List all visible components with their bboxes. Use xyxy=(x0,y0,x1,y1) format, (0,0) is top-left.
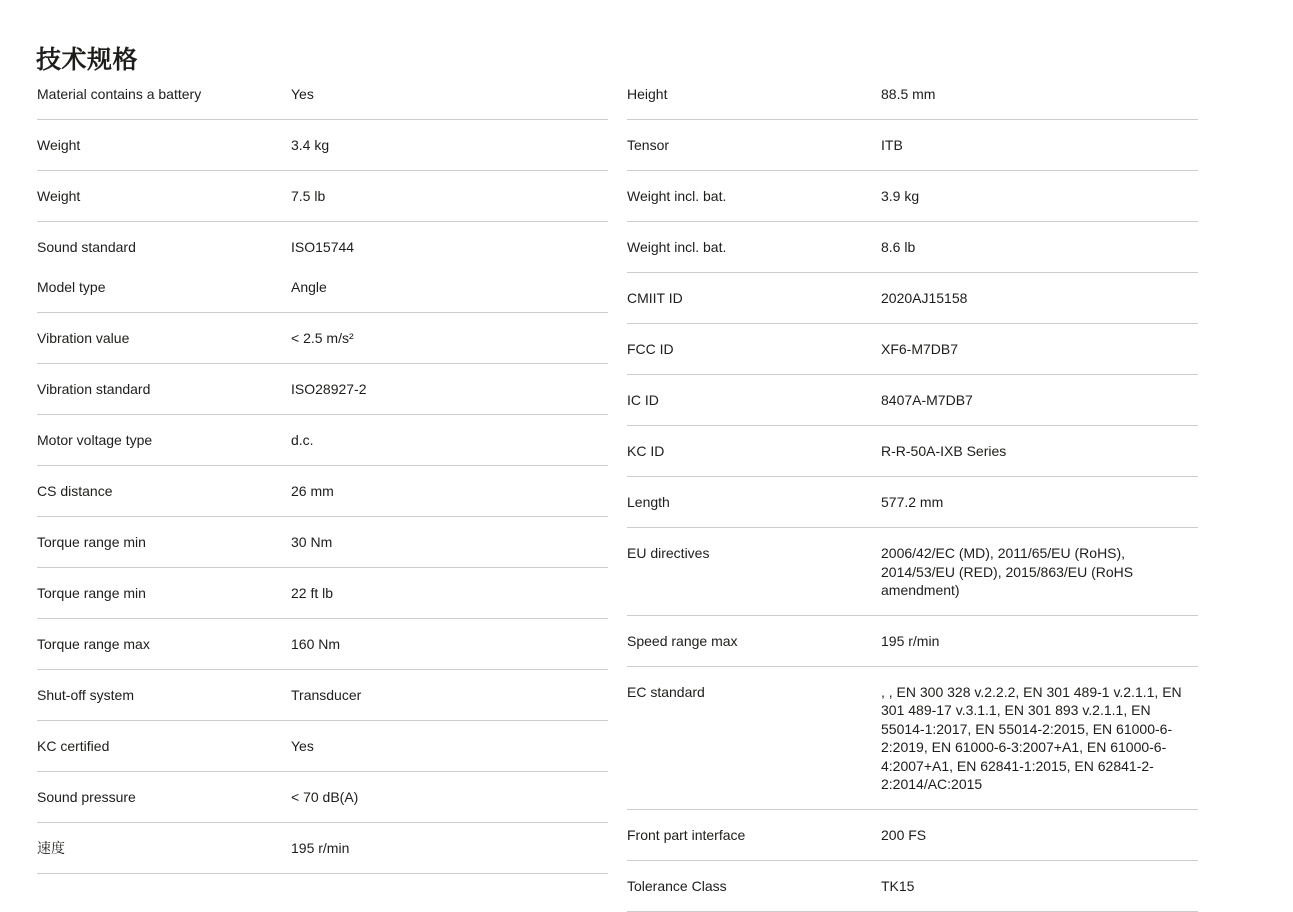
spec-row xyxy=(37,120,608,171)
spec-label: Material contains a battery xyxy=(37,86,202,102)
spec-row xyxy=(37,517,608,568)
spec-table-left xyxy=(37,69,608,874)
spec-row xyxy=(37,619,608,670)
spec-value: 8407A-M7DB7 xyxy=(881,392,973,408)
spec-row xyxy=(37,670,608,721)
spec-value: 2006/42/EC (MD), 2011/65/EU (RoHS), 2014/53/EU (RED), 2015/863/EU (RoHS amendment) xyxy=(881,545,1134,598)
spec-value: 577.2 mm xyxy=(881,494,944,510)
spec-label: Torque range max xyxy=(37,636,150,652)
spec-label: Torque range min xyxy=(37,534,146,550)
spec-value: 195 r/min xyxy=(881,632,940,649)
spec-label: Length xyxy=(627,494,670,510)
spec-value: 200 FS xyxy=(881,826,927,843)
spec-row xyxy=(627,861,1198,912)
spec-row xyxy=(37,772,608,823)
spec-label: Height xyxy=(627,86,668,102)
spec-label: Tolerance Class xyxy=(627,877,727,894)
spec-label: Sound standard xyxy=(37,239,136,255)
spec-value: ISO28927-2 xyxy=(291,381,367,397)
spec-row xyxy=(37,364,608,415)
spec-value: < 70 dB(A) xyxy=(291,789,359,805)
spec-row xyxy=(37,721,608,772)
spec-label: IC ID xyxy=(627,392,659,408)
spec-row xyxy=(627,616,1198,667)
spec-label: Vibration standard xyxy=(37,381,151,397)
spec-row xyxy=(37,415,608,466)
spec-label: Weight xyxy=(37,137,81,153)
spec-label: KC certified xyxy=(37,738,110,754)
spec-value: 160 Nm xyxy=(291,636,341,652)
spec-value: XF6-M7DB7 xyxy=(881,341,959,357)
spec-value: Transducer xyxy=(291,687,362,703)
spec-row xyxy=(627,528,1198,616)
page-title: 技术规格 xyxy=(36,45,139,74)
spec-label: EC standard xyxy=(627,683,705,700)
spec-value: d.c. xyxy=(291,432,314,448)
spec-label: Weight xyxy=(37,188,81,204)
spec-row xyxy=(627,120,1198,171)
spec-row xyxy=(37,69,608,120)
spec-row xyxy=(627,667,1198,810)
spec-row xyxy=(627,69,1198,120)
spec-row xyxy=(627,810,1198,861)
spec-value: < 2.5 m/s² xyxy=(291,330,354,346)
spec-label: Speed range max xyxy=(627,632,738,649)
spec-value: 88.5 mm xyxy=(881,86,936,102)
spec-label: EU directives xyxy=(627,545,710,561)
spec-label: Shut-off system xyxy=(37,687,135,703)
spec-row xyxy=(627,477,1198,528)
spec-value: Yes xyxy=(291,738,314,754)
spec-value: R-R-50A-IXB Series xyxy=(881,443,1007,459)
spec-row xyxy=(37,568,608,619)
spec-row xyxy=(37,222,608,262)
spec-label: Motor voltage type xyxy=(37,432,153,448)
spec-value: 8.6 lb xyxy=(881,239,916,255)
spec-value: 22 ft lb xyxy=(291,585,334,601)
spec-label: Weight incl. bat. xyxy=(627,239,727,255)
spec-row xyxy=(37,313,608,364)
spec-value: ITB xyxy=(881,137,903,153)
spec-label: Sound pressure xyxy=(37,789,136,805)
spec-label: Tensor xyxy=(627,137,670,153)
spec-row xyxy=(627,171,1198,222)
spec-value: TK15 xyxy=(881,877,915,894)
spec-value: Angle xyxy=(291,279,327,295)
spec-label: Weight incl. bat. xyxy=(627,188,727,204)
spec-row xyxy=(37,466,608,517)
spec-label: 速度 xyxy=(37,840,65,856)
spec-row xyxy=(627,324,1198,375)
spec-label: CS distance xyxy=(37,483,113,499)
spec-row xyxy=(37,262,608,313)
spec-value: ISO15744 xyxy=(291,239,355,255)
spec-value: 195 r/min xyxy=(291,840,350,856)
spec-row xyxy=(37,823,608,874)
spec-value: 3.9 kg xyxy=(881,188,920,204)
spec-label: Vibration value xyxy=(37,330,130,346)
spec-label: Torque range min xyxy=(37,585,146,601)
spec-label: KC ID xyxy=(627,443,665,459)
spec-value: 3.4 kg xyxy=(291,137,330,153)
spec-value: 30 Nm xyxy=(291,534,333,550)
spec-label: Model type xyxy=(37,279,106,295)
spec-row xyxy=(627,375,1198,426)
spec-value: 7.5 lb xyxy=(291,188,326,204)
spec-row xyxy=(627,222,1198,273)
spec-label: FCC ID xyxy=(627,341,674,357)
spec-row xyxy=(627,426,1198,477)
spec-label: Front part interface xyxy=(627,826,746,843)
spec-row xyxy=(627,273,1198,324)
spec-value: 2020AJ15158 xyxy=(881,290,968,306)
spec-value: , , EN 300 328 v.2.2.2, EN 301 489-1 v.2.1.1, EN 301 489-17 v.3.1.1, EN 301 893 v.2.1.1, EN 55014-1:2017, EN 55014-2:2015, EN 61000-6-2:2019, EN 61000-6-3:2007+A1, EN 61000-6-4:2007+A1, EN 62841-1:2015, EN 62841-2-2:2014/AC:2015 xyxy=(881,683,1182,792)
spec-row xyxy=(37,171,608,222)
spec-value: 26 mm xyxy=(291,483,334,499)
spec-table-right xyxy=(627,69,1198,912)
spec-label: CMIIT ID xyxy=(627,290,683,306)
spec-value: Yes xyxy=(291,86,314,102)
